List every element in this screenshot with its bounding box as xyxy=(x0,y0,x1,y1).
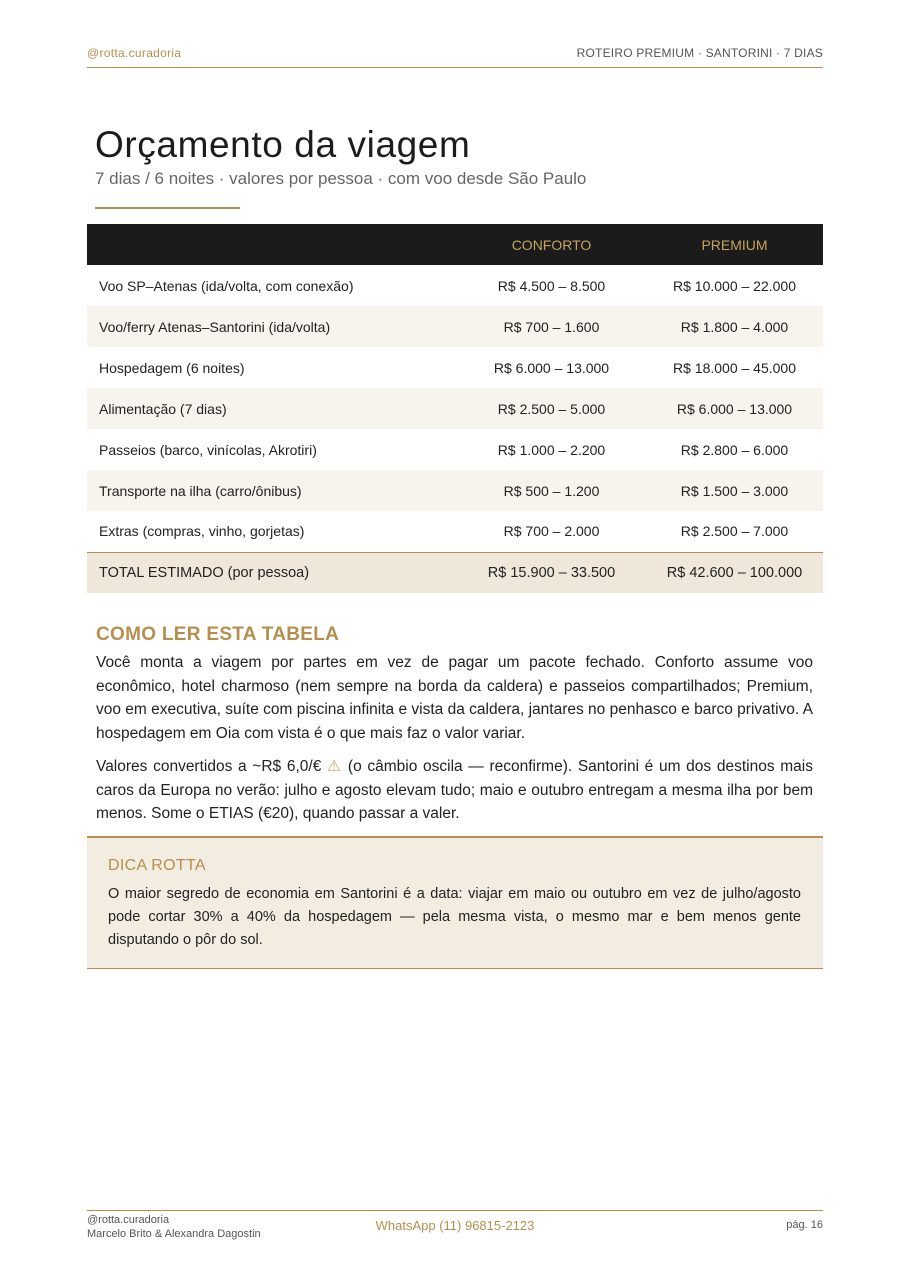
header-brand: @rotta.curadoria xyxy=(87,46,182,60)
column-header-item xyxy=(87,224,457,265)
page-title: Orçamento da viagem xyxy=(95,124,471,165)
warning-icon: ⚠ xyxy=(326,758,343,775)
row-conforto-value: R$ 700 – 2.000 xyxy=(503,523,600,540)
exchange-rate-paragraph xyxy=(96,755,813,826)
row-premium-value: R$ 2.800 – 6.000 xyxy=(680,441,789,458)
total-conforto-value: R$ 15.900 – 33.500 xyxy=(457,552,646,593)
total-premium-value: R$ 42.600 – 100.000 xyxy=(646,552,823,593)
row-premium-value: R$ 10.000 – 22.000 xyxy=(673,277,796,294)
row-conforto-value: R$ 2.500 – 5.000 xyxy=(457,388,646,429)
row-premium-value: R$ 18.000 – 45.000 xyxy=(673,359,796,376)
budget-table xyxy=(87,224,823,593)
tip-text: O maior segredo de economia em Santorini é a data: viajar em maio ou outubro em vez de julho/agosto pode cortar 30% a 40% da hospedagem — pela mesma vista, o mesmo mar e bem menos gente disputando o pôr do sol. xyxy=(108,886,801,948)
row-label: Voo SP–Atenas (ida/volta, com conexão) xyxy=(99,277,354,294)
column-header-premium: PREMIUM xyxy=(646,224,823,265)
table-row xyxy=(87,388,823,429)
footer-authors: Marcelo Brito & Alexandra Dagostin xyxy=(87,1228,261,1240)
table-row xyxy=(87,265,823,306)
table-row xyxy=(87,306,823,347)
tip-title: DICA ROTTA xyxy=(108,857,206,874)
exchange-rate-text-continued: (o câmbio oscila — reconfirme). Santorini é um dos destinos mais caros da Europa no verão: julho e agosto elevam tudo; maio e outubro entregam a mesma ilha por bem menos. Some o ETIAS (€20), quando passar a valer. xyxy=(96,758,813,822)
row-conforto-value: R$ 6.000 – 13.000 xyxy=(493,359,610,376)
section-heading: COMO LER ESTA TABELA xyxy=(96,624,340,645)
table-header-row xyxy=(87,224,823,265)
row-conforto-value: R$ 4.500 – 8.500 xyxy=(497,277,606,294)
table-row xyxy=(87,470,823,511)
header-document-title: ROTEIRO PREMIUM · SANTORINI · 7 DIAS xyxy=(576,46,823,60)
title-divider xyxy=(95,207,240,209)
footer-whatsapp-contact: WhatsApp (11) 96815-2123 xyxy=(375,1218,535,1233)
row-label: Transporte na ilha (carro/ônibus) xyxy=(87,470,457,511)
exchange-rate-text: Valores convertidos a ~R$ 6,0/€ xyxy=(96,758,327,775)
total-label: TOTAL ESTIMADO (por pessoa) xyxy=(87,552,457,593)
footer-brand: @rotta.curadoria xyxy=(87,1214,170,1226)
row-conforto-value: R$ 700 – 1.600 xyxy=(457,306,646,347)
row-premium-value: R$ 2.500 – 7.000 xyxy=(680,523,789,540)
row-label: Passeios (barco, vinícolas, Akrotiri) xyxy=(99,441,317,458)
row-label: Voo/ferry Atenas–Santorini (ida/volta) xyxy=(87,306,457,347)
column-header-conforto: CONFORTO xyxy=(457,224,646,265)
row-premium-value: R$ 1.500 – 3.000 xyxy=(646,470,823,511)
page-subtitle: 7 dias / 6 noites · valores por pessoa · com voo desde São Paulo xyxy=(95,169,587,188)
table-row xyxy=(87,429,823,470)
table-row xyxy=(87,511,823,552)
row-label: Alimentação (7 dias) xyxy=(87,388,457,429)
page-header xyxy=(87,46,823,68)
row-premium-value: R$ 1.800 – 4.000 xyxy=(646,306,823,347)
table-row xyxy=(87,347,823,388)
row-conforto-value: R$ 1.000 – 2.200 xyxy=(497,441,606,458)
explanation-paragraph: Você monta a viagem por partes em vez de pagar um pacote fechado. Conforto assume voo econômico, hotel charmoso (nem sempre na borda da caldera) e passeios compartilhados; Premium, voo em executiva, suíte com piscina infinita e vista da caldera, jantares no penhasco e barco privativo. A hospedagem em Oia com vista é o que mais faz o valor variar. xyxy=(96,654,813,742)
row-conforto-value: R$ 500 – 1.200 xyxy=(457,470,646,511)
row-label: Hospedagem (6 noites) xyxy=(99,359,245,376)
row-label: Extras (compras, vinho, gorjetas) xyxy=(99,523,305,540)
row-premium-value: R$ 6.000 – 13.000 xyxy=(646,388,823,429)
table-total-row xyxy=(87,552,823,593)
page-footer xyxy=(87,1210,823,1246)
tip-box xyxy=(87,836,823,969)
page-number: pág. 16 xyxy=(786,1219,823,1231)
